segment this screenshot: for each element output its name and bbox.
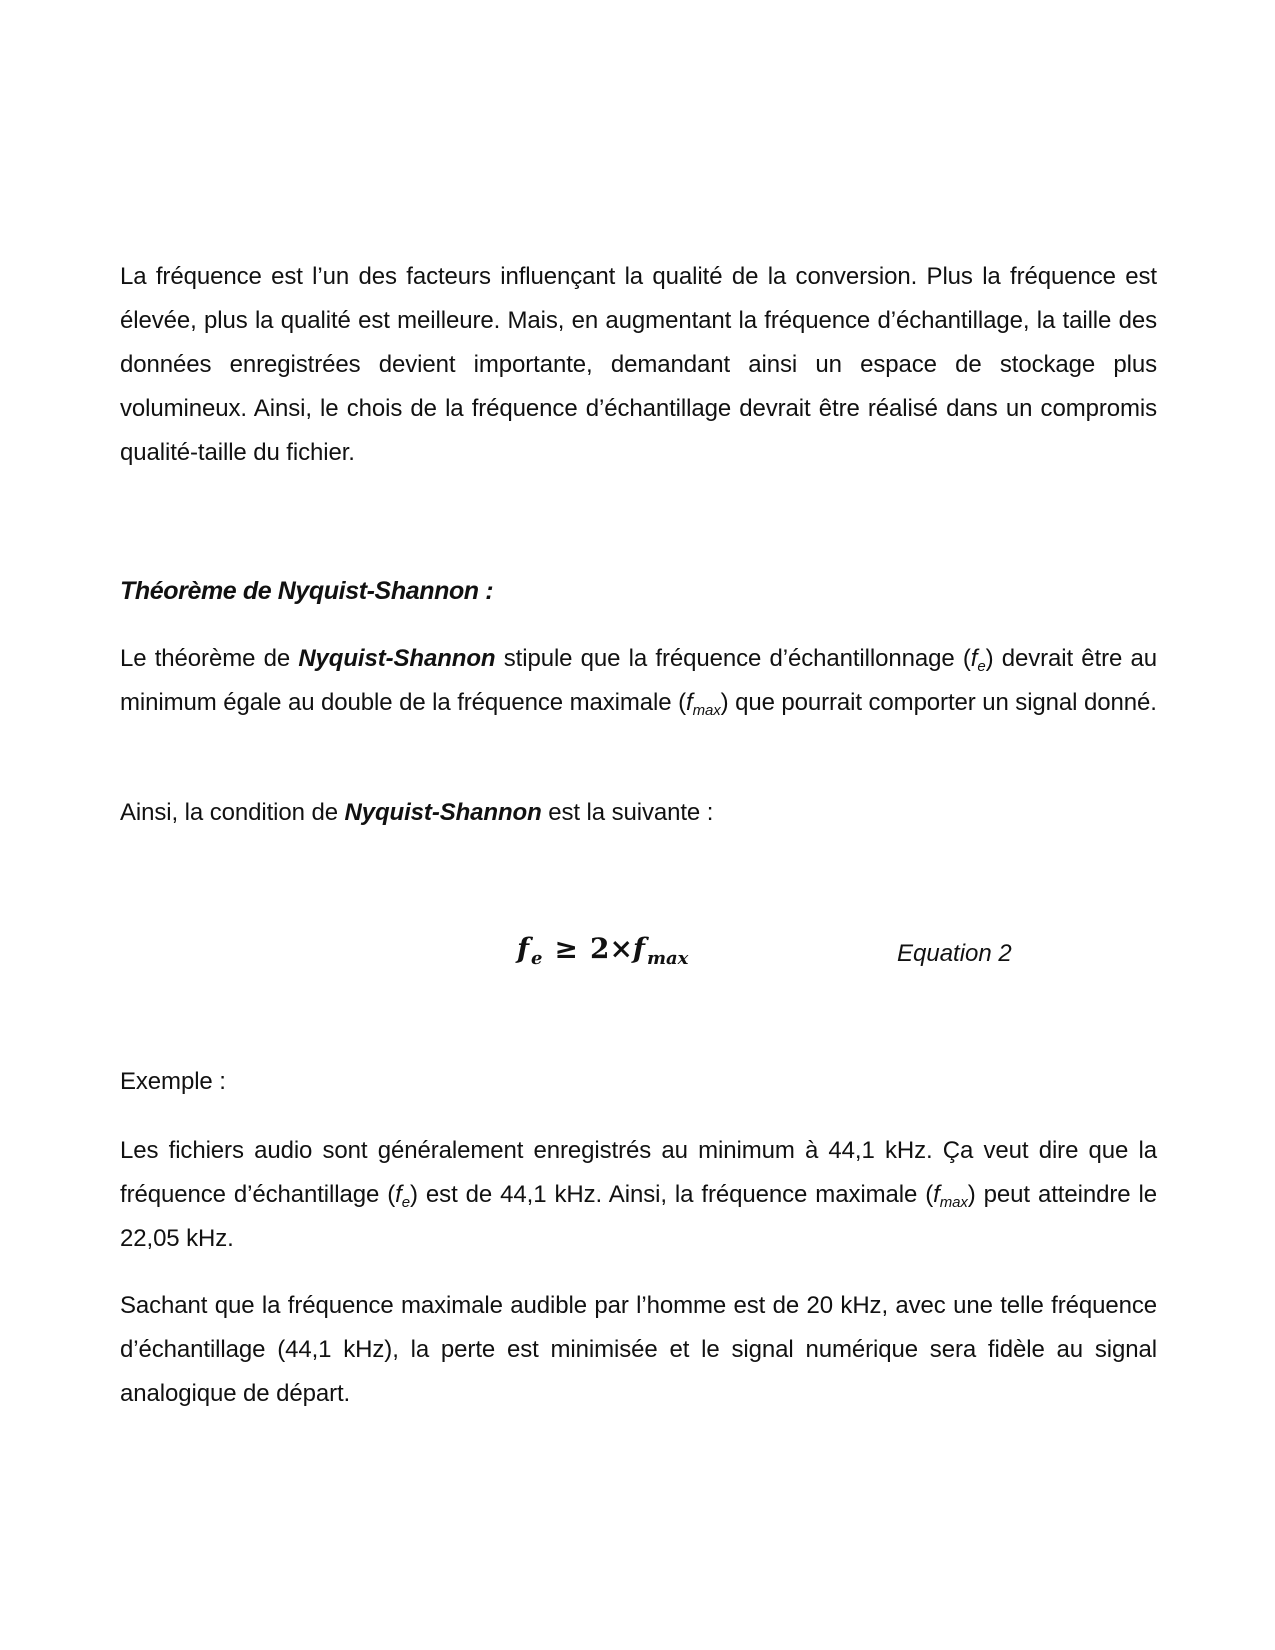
text-run: Le théorème de (120, 645, 299, 672)
greater-equal-operator: ≥ (554, 932, 578, 965)
example-label: Exemple : (120, 1068, 226, 1095)
text-run: Ainsi, la condition de (120, 799, 345, 826)
equation-subscript-max: max (646, 948, 689, 969)
paragraph-sampling-quality: La fréquence est l’un des facteurs influençant la qualité de la conversion. Plus la fréquence est élevée, plus la qualité est meilleure. Mais, en augmentant la fréquence d’échantillage, la taille des données enregistrées devient importante, demandant ainsi un espace de stockage plus volumineux. Ainsi, le chois de la fréquence d’échantillage devrait être réalisé dans un compromis qualité-taille du fichier. (120, 263, 1157, 466)
text-run-bold-italic: Nyquist-Shannon (344, 799, 542, 826)
text-run: stipule que la fréquence d’échantillonnage ( (495, 645, 971, 672)
multiplication-sign: × (609, 932, 633, 965)
symbol-subscript-e: e (977, 658, 986, 675)
symbol-f: f (933, 1181, 940, 1208)
symbol-f: f (685, 689, 693, 716)
text-run: Les fichiers audio sont généralement enregistrés au minimum à 44,1 kHz. Ça veut dire que la fréquence d’échantillage ( (120, 1137, 1157, 1208)
text-run: est la suivante : (541, 799, 714, 826)
paragraph-audio-example (120, 1129, 1157, 1261)
text-run: ) que pourrait comporter un signal donné. (720, 689, 1157, 716)
equation-label: Equation 2 (897, 940, 1012, 967)
paragraph-nyquist-theorem (120, 637, 1157, 725)
equation-block (0, 930, 1275, 982)
section-heading-nyquist-shannon: Théorème de Nyquist-Shannon : (120, 577, 494, 605)
text-run: ) est de 44,1 kHz. Ainsi, la fréquence maximale ( (410, 1181, 934, 1208)
text-run-bold-italic: Nyquist-Shannon (298, 645, 496, 672)
text-run: ) devrait être au minimum égale au double de la fréquence maximale ( (120, 645, 1157, 716)
paragraph-audible-frequency: Sachant que la fréquence maximale audible par l’homme est de 20 kHz, avec une telle fréquence d’échantillage (44,1 kHz), la perte est minimisée et le signal numérique sera fidèle au signal analogique de départ. (120, 1292, 1157, 1407)
symbol-subscript-max: max (692, 702, 721, 719)
symbol-subscript-e: e (401, 1194, 410, 1211)
symbol-f: f (970, 645, 978, 672)
equation-f-symbol: f (632, 932, 645, 965)
equation-f-symbol: f (517, 932, 530, 965)
paragraph-condition-intro (120, 791, 1157, 835)
equation-subscript-e: e (531, 948, 543, 969)
text-run: ) peut atteindre le 22,05 kHz. (120, 1181, 1157, 1252)
equation-coefficient: 2 (589, 932, 610, 965)
equation-formula (517, 932, 689, 969)
symbol-f: f (395, 1181, 402, 1208)
symbol-subscript-max: max (939, 1194, 968, 1211)
